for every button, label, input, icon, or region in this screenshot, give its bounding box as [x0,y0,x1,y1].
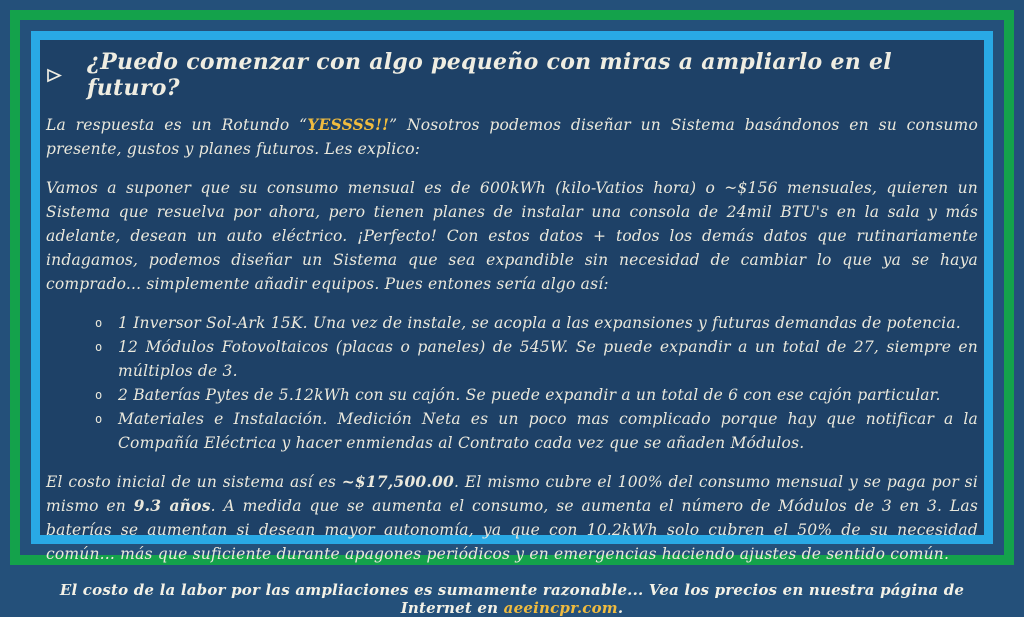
text-segment: La respuesta es un Rotundo “ [46,116,308,134]
text-segment: 9.3 años [133,496,211,515]
bullet-text-materials [118,407,978,455]
website-link[interactable]: aeeincpr.com [503,599,618,617]
bullet-marker: o [95,316,103,330]
list-item [95,383,978,407]
slide-title-row [46,49,978,101]
bullet-marker: o [95,412,103,426]
text-segment: El costo inicial de un sistema así es [46,473,342,491]
paragraph-cost [46,470,978,566]
list-item [95,335,978,383]
bullet-marker: o [95,340,103,354]
page-title: ¿Puedo comenzar con algo pequeño con miras a ampliarlo en el futuro? [87,49,892,101]
text-segment: 2 Baterías Pytes de 5.12kWh con su cajón. Se puede expandir a un total de 6 con ese cajón particular. [118,386,941,404]
bullet-list [95,311,978,455]
bullet-text-batteries [118,383,978,407]
list-item [95,407,978,455]
slide-content [40,40,984,617]
text-segment: 12 Módulos Fotovoltaicos (placas o paneles) de 545W. Se puede expandir a un total de 27, siempre en múltiplos de 3. [118,338,978,380]
text-segment: Materiales e Instalación. Medición Neta es un poco mas complicado porque hay que notificar a la Compañía Eléctrica y hacer enmiendas al Contrato cada vez que se añaden Módulos. [118,410,978,452]
text-segment: ” Nosotros podemos diseñar un Sistema basándonos en su consumo presente, gustos y planes futuros. Les explico: [46,116,978,158]
text-segment: El costo de la labor por las ampliaciones es sumamente razonable... Vea los precios en nuestra página de Internet en [59,581,965,617]
text-segment: . El mismo cubre el 100% del consumo mensual y se paga por si mismo en [46,473,978,515]
right-arrowhead-icon [46,68,63,83]
paragraph-intro [46,113,978,161]
text-segment: 1 Inversor Sol-Ark 15K. Una vez de instale, se acopla a las expansiones y futuras demandas de potencia. [118,314,961,332]
text-segment: . [617,599,624,617]
footer-note [46,581,978,617]
bullet-marker: o [95,388,103,402]
text-segment: YESSSS!! [307,115,390,134]
list-item [95,311,978,335]
paragraph-scenario [46,176,978,296]
text-segment: Vamos a suponer que su consumo mensual es de 600kWh (kilo-Vatios hora) o ~$156 mensuales, quieren un Sistema que resuelva por ahora, pero tienen planes de instalar una consola de 24mil BTU's en la sala y más adelante, desean un auto eléctrico. ¡Perfecto! Con estos datos + todos los demás datos que rutinariamente indagamos, podemos diseñar un Sistema que sea expandible sin necesidad de cambiar lo que ya se haya comprado... simplemente añadir equipos. Pues entones sería algo así: [46,179,978,293]
text-segment: . A medida que se aumenta el consumo, se aumenta el número de Módulos de 3 en 3. Las baterías se aumentan si desean mayor autonomía, ya que con 10.2kWh solo cubren el 50% de su necesidad común... más que suficiente durante apagones periódicos y en emergencias haciendo ajustes de sentido común. [46,497,979,563]
bullet-text-inverter [118,311,978,335]
text-segment: ~$17,500.00 [341,472,454,491]
bullet-text-modules [118,335,978,383]
